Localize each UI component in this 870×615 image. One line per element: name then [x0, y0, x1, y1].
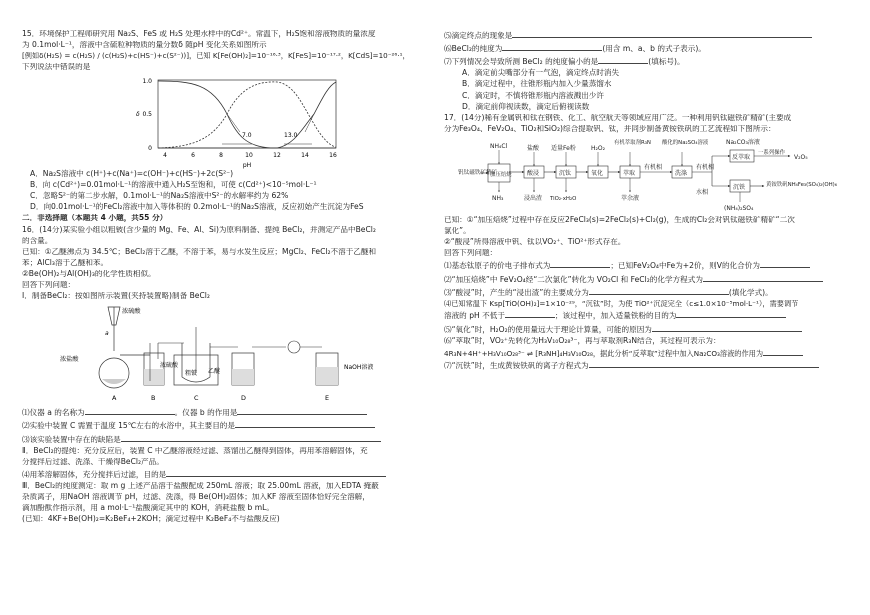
flow-label: NH₄Cl — [490, 142, 508, 150]
raw-material-label: 钒钛磁铁矿精矿 — [458, 169, 498, 176]
flow-label: Na₂CO₃溶液 — [726, 138, 760, 146]
q17-stem: 分为Fe₃O₄、FeV₂O₄、TiO₂和SiO₂)综合提取钒、钛，并同步制备黄铵铁矾的工艺流程如下图所示： — [444, 124, 776, 133]
q16-q5: ⑸滴定终点的现象是 — [444, 31, 513, 40]
answer-blank[interactable] — [550, 260, 610, 268]
x-tick-label: 16 — [329, 152, 337, 159]
flow-label: 有机相 — [644, 163, 663, 171]
q17-q6: 4R₃N+4H⁺+H₃V₁₀O₂₈³⁻ ⇌ [R₃NH]₄H₃V₁₀O₂₈，据此分析“反萃取”过程中加入Na₂CO₃溶液的作用为 — [444, 348, 764, 358]
q16-question — [22, 469, 434, 480]
q17-q4a: 溶液的 pH 不低于 — [444, 311, 505, 321]
q17-question — [444, 260, 856, 271]
drying-bulb — [288, 341, 300, 353]
y-tick-label: 1.0 — [142, 78, 152, 85]
q17-q5: ⑸“氧化”时，H₂O₂的使用量远大于理论计算量，可能的原因为 — [444, 324, 652, 334]
right-column — [444, 30, 856, 374]
label-conc-hcl: 浓盐酸 — [60, 356, 79, 364]
q17-question — [444, 310, 856, 321]
x-tick-label: 4 — [163, 152, 167, 159]
q16-part3: 杂质离子，用NaOH 溶液调节 pH，过滤、洗涤，得 Be(OH)₂固体；加入KF 溶液至固体恰好完全溶解， — [22, 493, 370, 502]
q16-option-b[interactable]: B．滴定过程中，往锥形瓶内加入少量蒸馏水 — [462, 79, 612, 89]
q16-q2: ⑵实验中装置 C 需置于温度 15℃左右的水浴中，其主要目的是 — [22, 421, 235, 431]
x-tick-label: 14 — [301, 152, 309, 159]
q17-q7: ⑺“沉铁”时，生成黄铵铁矾的离子方程式为 — [444, 361, 589, 371]
q16-stem: 的含量。 — [22, 236, 53, 245]
flow-label: 浸出渣 — [524, 194, 543, 202]
x-axis-label: pH — [242, 162, 252, 169]
q16-question — [444, 30, 856, 41]
answer-blank[interactable] — [598, 56, 648, 64]
q16-part1: Ⅰ．制备BeCl₂：按如图所示装置(夹持装置略)制备 BeCl₂ — [22, 292, 210, 301]
q16-part2: Ⅱ．BeCl₂的提纯：充分反应后，装置 C 中乙醚溶液经过滤、蒸馏出乙醚得到固体，再用苯溶解固体，充 — [22, 446, 368, 455]
q16-part3: 滴加酚酞作指示剂，用 a mol·L⁻¹盐酸滴定其中的 KOH，消耗盐酸 b mL。 — [22, 504, 274, 513]
y-tick-label: 0.5 — [142, 111, 152, 118]
q17-q3: ⑶“酸浸”时，产生的“浸出渣”的主要成分为 — [444, 287, 589, 297]
apparatus-letter: C — [194, 394, 199, 403]
apparatus-svg — [22, 303, 434, 407]
flow-label: 水相 — [696, 188, 709, 196]
q16-question — [444, 56, 856, 67]
y-tick-label: 0 — [148, 145, 152, 152]
q16-part3: Ⅲ．BeCl₂的纯度测定：取 m g 上述产品溶于盐酸配成 250mL 溶液；取 25.00mL 溶液，加入EDTA 掩蔽 — [22, 481, 379, 490]
answer-blank[interactable] — [652, 324, 802, 332]
x-tick-label: 10 — [245, 152, 253, 159]
label-naoh: NaOH溶液 — [344, 364, 374, 372]
section-heading: 二．非选择题（本题共 4 小题，共55 分） — [22, 214, 168, 223]
box-oxidize-label: 氧化 — [591, 169, 604, 177]
label-conc-h2so4-b: 浓硫酸 — [160, 362, 179, 370]
flow-label: (NH₄)₂SO₄ — [724, 204, 754, 212]
answer-blank[interactable] — [85, 407, 175, 415]
q16-known: 已知：①乙醚沸点为 34.5℃；BeCl₂溶于乙醚，不溶于苯，易与水发生反应；MgCl₂、FeCl₂不溶于乙醚和 — [22, 247, 377, 256]
flow-label: 酸化的Na₂SO₄溶液 — [662, 139, 709, 146]
flow-label: 萃余液 — [621, 194, 640, 202]
apparatus-letter: D — [241, 394, 246, 403]
q17-question — [444, 287, 856, 298]
answer-blank[interactable] — [121, 434, 381, 442]
apparatus-letter: E — [325, 394, 330, 403]
flow-label: 适量Fe粉 — [551, 144, 576, 152]
q16-q7: ⑺下列情况会导致所测 BeCl₂ 的纯度偏小的是 — [444, 57, 599, 67]
q16-known: ②Be(OH)₂与Al(OH)₃的化学性质相似。 — [22, 269, 156, 278]
q17-q2: ⑵“加压焙烧”中 FeV₂O₄经“二次氯化”转化为 VO₂Cl 和 FeCl₂的化学方程式为 — [444, 274, 703, 284]
answer-blank[interactable] — [763, 348, 803, 356]
label-a: a — [105, 330, 109, 338]
q17-question — [444, 360, 856, 371]
q17-known: ②“酸浸”所得溶液中钒、钛以VO₂⁺、TiO²⁺形式存在。 — [444, 238, 626, 247]
q16-option-c[interactable]: C．滴定时，不慎将锥形瓶内溶液溅出少许 — [462, 90, 604, 100]
apparatus-letter: B — [151, 394, 156, 403]
q17-known: 已知：①“加压焙烧”过程中存在反应2FeCl₃(s)=2FeCl₂(s)+Cl₂(g)，生成的Cl₂会对钒钛磁铁矿精矿“二次 — [444, 215, 795, 224]
flow-svg — [444, 136, 856, 216]
q16-q6: ⑹BeCl₂的纯度为 — [444, 44, 503, 54]
x-tick-label: 8 — [219, 152, 223, 159]
q15-option-c[interactable]: C．忽略S²⁻的第二步水解，0.1mol·L⁻¹的Na₂S溶液中S²⁻的水解率约为 62% — [30, 191, 289, 201]
q17-q1a: ⑴基态钛原子的价电子排布式为 — [444, 261, 551, 271]
x-tick-label: 12 — [273, 152, 281, 159]
left-column — [22, 30, 434, 526]
q16-option-a[interactable]: A．滴定前尖嘴部分有一气泡，滴定终点时消失 — [462, 68, 620, 78]
q17-known: 氯化”。 — [444, 227, 471, 236]
q15-option-b[interactable]: B．向 c(Cd²⁺)=0.01mol·L⁻¹的溶液中通入H₂S至饱和，可使 c(Cd²⁺)<10⁻⁵mol·L⁻¹ — [30, 180, 317, 190]
flow-label: 有机萃取剂R₃N — [614, 139, 651, 146]
annotation-label: 13.0 — [284, 132, 298, 139]
flow-label: H₂O₂ — [591, 144, 606, 152]
process-flowchart — [444, 136, 856, 216]
q15-question: 下列说法中错误的是 — [22, 62, 91, 71]
box-extract-label: 萃取 — [623, 169, 636, 177]
answer-blank[interactable] — [703, 274, 823, 282]
annotation-label: 7.0 — [242, 132, 252, 139]
label-conc-h2so4: 浓硫酸 — [122, 308, 141, 316]
q16-q1a: ⑴仪器 a 的名称为 — [22, 408, 85, 418]
label-crude-be: 粗铍 — [185, 370, 198, 378]
answer-blank[interactable] — [237, 407, 367, 415]
q17-question: ⑹“萃取”时，VO₂⁺先转化为H₃V₁₀O₂₈³⁻，再与萃取剂R₃N结合，其过程可表示为： — [444, 336, 721, 345]
label-ether: 乙醚 — [208, 368, 221, 376]
answer-blank[interactable] — [676, 310, 786, 318]
q15-stem: 为 0.1mol·L⁻¹，溶液中含硫粒种物质的量分数δ 随pH 变化关系如图所示 — [22, 41, 267, 50]
q15-formula: [例如δ(H₂S) = c(H₂S) / (c(H₂S)+c(HS⁻)+c(S²⁻))]，已知 K[Fe(OH)₂]=10⁻¹⁶·³，K[FeS]=10⁻¹⁷·²，K[CdS]=10⁻²⁶·¹， — [22, 52, 410, 61]
q17-question: ⑷已知常温下 Ksp[TiO(OH)₂]=1×10⁻²⁹，“沉钛”时，为使 TiO²⁺沉淀完全（c≤1.0×10⁻⁵mol·L⁻¹），需要调节 — [444, 299, 799, 308]
answer-blank[interactable] — [589, 360, 819, 368]
answer-blank[interactable] — [505, 310, 555, 318]
flow-label: 有机相 — [696, 163, 715, 171]
q16-q7-note: (填标号)。 — [648, 57, 685, 67]
species-distribution-chart — [22, 74, 434, 170]
y-axis-label: δ — [136, 111, 140, 118]
answer-blank[interactable] — [502, 43, 602, 51]
q16-q3: ⑶该实验装置中存在的缺陷是 — [22, 434, 121, 444]
q16-q6-note: (用含 m、a、b 的式子表示)。 — [602, 44, 706, 54]
q16-stem: 16．(14分)某实验小组以粗铍(含少量的 Mg、Fe、Al、Si)为原料制备、提纯 BeCl₂，并测定产品中BeCl₂ — [22, 225, 376, 234]
q15-stem: 15．环境保护工程师研究用 Na₂S、FeS 或 H₂S 处理水样中的Cd²⁺。常温下，H₂S饱和溶液物质的量浓度 — [22, 30, 376, 38]
q16-question — [22, 434, 434, 445]
flow-label: NH₃ — [492, 194, 504, 202]
q17-question — [444, 324, 856, 335]
chart-svg — [22, 74, 434, 170]
q16-part2: 分搅拌后过滤、洗涤、干燥得BeCl₂产品。 — [22, 457, 164, 466]
flow-label: TiO₂·xH₂O — [550, 195, 577, 202]
q17-q1b: ；已知FeV₂O₄中Fe为+2价，则V的化合价为 — [610, 261, 760, 271]
q17-stem: 17．(14分)稀有金属钒和钛在钢铁、化工、航空航天等领域应用广泛。一种利用钒钛磁铁矿精矿(主要成 — [444, 113, 792, 122]
q15-option-d[interactable]: D．向0.01mol·L⁻¹的FeCl₂溶液中加入等体积的 0.2mol·L⁻¹的Na₂S溶液，反应初始产生沉淀为FeS — [30, 202, 364, 212]
flow-label: V₂O₅ — [794, 153, 808, 161]
box-wash-label: 洗涤 — [675, 169, 688, 177]
box-acid-leach-label: 酸浸 — [527, 169, 540, 177]
q16-option-d[interactable]: D．滴定前仰视读数，滴定后俯视读数 — [462, 101, 590, 111]
annotation-arrow — [227, 114, 240, 132]
q16-question — [22, 420, 434, 431]
q17-answer-prompt: 回答下列问题： — [444, 249, 498, 258]
box-roast-label: 加压焙烧 — [490, 171, 512, 178]
box-back-extract-label: 反萃取 — [732, 153, 751, 161]
flow-label: 黄铵铁矾NH₄Fe₃(SO₄)₂(OH)₆ — [766, 181, 837, 188]
flow-label: 盐酸 — [527, 144, 540, 152]
q16-q4: ⑷用苯溶解固体，充分搅拌后过滤，目的是 — [22, 469, 167, 479]
apparatus-diagram — [22, 303, 434, 407]
box-ti-precip-label: 沉钛 — [559, 169, 572, 177]
q16-q1b: 。仪器 b 的作用是 — [174, 408, 238, 418]
answer-blank[interactable] — [235, 420, 375, 428]
q16-known: 苯；AlCl₃溶于乙醚和苯。 — [22, 258, 109, 267]
q16-question — [444, 43, 856, 54]
box-fe-precip-label: 沉铁 — [733, 183, 746, 191]
q16-answer-prompt: 回答下列问题： — [22, 281, 76, 290]
x-tick-label: 6 — [191, 152, 195, 159]
answer-blank[interactable] — [166, 469, 386, 477]
answer-blank[interactable] — [760, 260, 810, 268]
q17-q3-note: (填化学式)。 — [728, 287, 773, 297]
apparatus-letter: A — [112, 394, 117, 403]
q15-option-a[interactable]: A．Na₂S溶液中 c(H⁺)+c(Na⁺)=c(OH⁻)+c(HS⁻)+2c(S²⁻) — [30, 169, 234, 178]
q16-note: (已知：4KF+Be(OH)₂=K₂BeF₄+2KOH；滴定过程中 K₂BeF₄不与盐酸反应) — [22, 515, 280, 524]
q17-question — [444, 274, 856, 285]
answer-blank[interactable] — [512, 30, 812, 38]
q16-question — [22, 407, 434, 418]
q17-q4b: ；该过程中，加入适量铁粉的目的为 — [554, 311, 677, 321]
flow-label: 一系列操作 — [758, 149, 785, 156]
answer-blank[interactable] — [589, 287, 729, 295]
q17-question — [444, 348, 856, 358]
